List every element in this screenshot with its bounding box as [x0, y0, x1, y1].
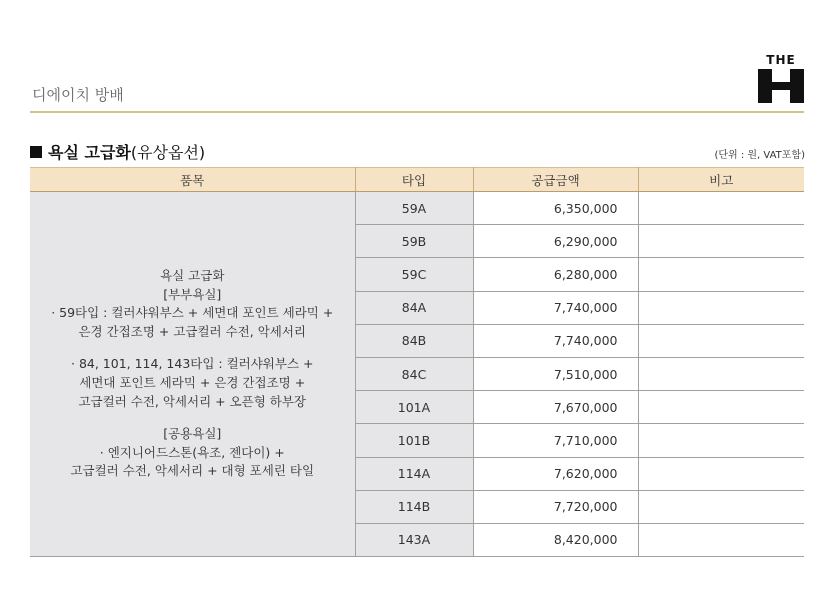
type-cell: 114A — [355, 457, 473, 490]
price-table — [30, 167, 804, 557]
note-cell — [638, 225, 804, 258]
item-line: 고급컬러 수전, 악세서리 + 오픈형 하부장 — [78, 393, 306, 409]
price-cell: 6,280,000 — [473, 258, 638, 291]
note-cell — [638, 192, 804, 225]
note-cell — [638, 424, 804, 457]
item-description — [30, 192, 355, 557]
logo-h-mark — [758, 69, 804, 103]
type-cell: 101A — [355, 391, 473, 424]
price-cell: 6,350,000 — [473, 192, 638, 225]
section-title-main: 욕실 고급화 — [48, 143, 131, 162]
note-cell — [638, 357, 804, 390]
price-cell: 7,670,000 — [473, 391, 638, 424]
type-cell: 59B — [355, 225, 473, 258]
price-cell: 7,620,000 — [473, 457, 638, 490]
column-header-note: 비고 — [638, 168, 804, 192]
price-cell: 8,420,000 — [473, 523, 638, 556]
note-cell — [638, 490, 804, 523]
type-cell: 84C — [355, 357, 473, 390]
type-cell: 59C — [355, 258, 473, 291]
page-header-title: 디에이치 방배 — [32, 86, 124, 104]
item-line: 욕실 고급화 — [160, 268, 225, 284]
header-divider — [30, 111, 804, 113]
the-h-logo — [757, 53, 805, 103]
price-cell: 7,740,000 — [473, 291, 638, 324]
price-cell: 7,510,000 — [473, 357, 638, 390]
item-line: [공용욕실] — [163, 426, 222, 442]
logo-the-text: THE — [766, 53, 796, 67]
type-cell: 143A — [355, 523, 473, 556]
item-line: [부부욕실] — [163, 286, 222, 302]
column-header-item: 품목 — [30, 168, 355, 192]
type-cell: 84B — [355, 324, 473, 357]
price-cell: 6,290,000 — [473, 225, 638, 258]
note-cell — [638, 457, 804, 490]
section-title — [30, 140, 205, 163]
item-line-gap — [30, 411, 355, 425]
price-cell: 7,710,000 — [473, 424, 638, 457]
item-line-gap — [30, 341, 355, 355]
square-bullet-icon — [30, 146, 42, 158]
item-line: 은경 간접조명 + 고급컬러 수전, 악세서리 — [78, 323, 306, 339]
note-cell — [638, 258, 804, 291]
table-row — [30, 192, 804, 225]
item-line: · 59타입 : 컬러샤워부스 + 세면대 포인트 세라믹 + — [51, 305, 334, 321]
note-cell — [638, 523, 804, 556]
unit-note: (단위 : 원, VAT포함) — [714, 150, 805, 161]
type-cell: 59A — [355, 192, 473, 225]
price-cell: 7,740,000 — [473, 324, 638, 357]
table-header-row — [30, 168, 804, 192]
note-cell — [638, 291, 804, 324]
column-header-type: 타입 — [355, 168, 473, 192]
price-cell: 7,720,000 — [473, 490, 638, 523]
item-line: 고급컬러 수전, 악세서리 + 대형 포세린 타일 — [70, 463, 315, 479]
type-cell: 101B — [355, 424, 473, 457]
item-line: · 84, 101, 114, 143타입 : 컬러샤워부스 + — [71, 356, 314, 372]
column-header-price: 공급금액 — [473, 168, 638, 192]
type-cell: 114B — [355, 490, 473, 523]
note-cell — [638, 391, 804, 424]
note-cell — [638, 324, 804, 357]
item-line: 세면대 포인트 세라믹 + 은경 간접조명 + — [79, 375, 306, 391]
item-line: · 엔지니어드스톤(욕조, 젠다이) + — [99, 444, 285, 460]
section-title-suffix: (유상옵션) — [130, 143, 206, 162]
type-cell: 84A — [355, 291, 473, 324]
